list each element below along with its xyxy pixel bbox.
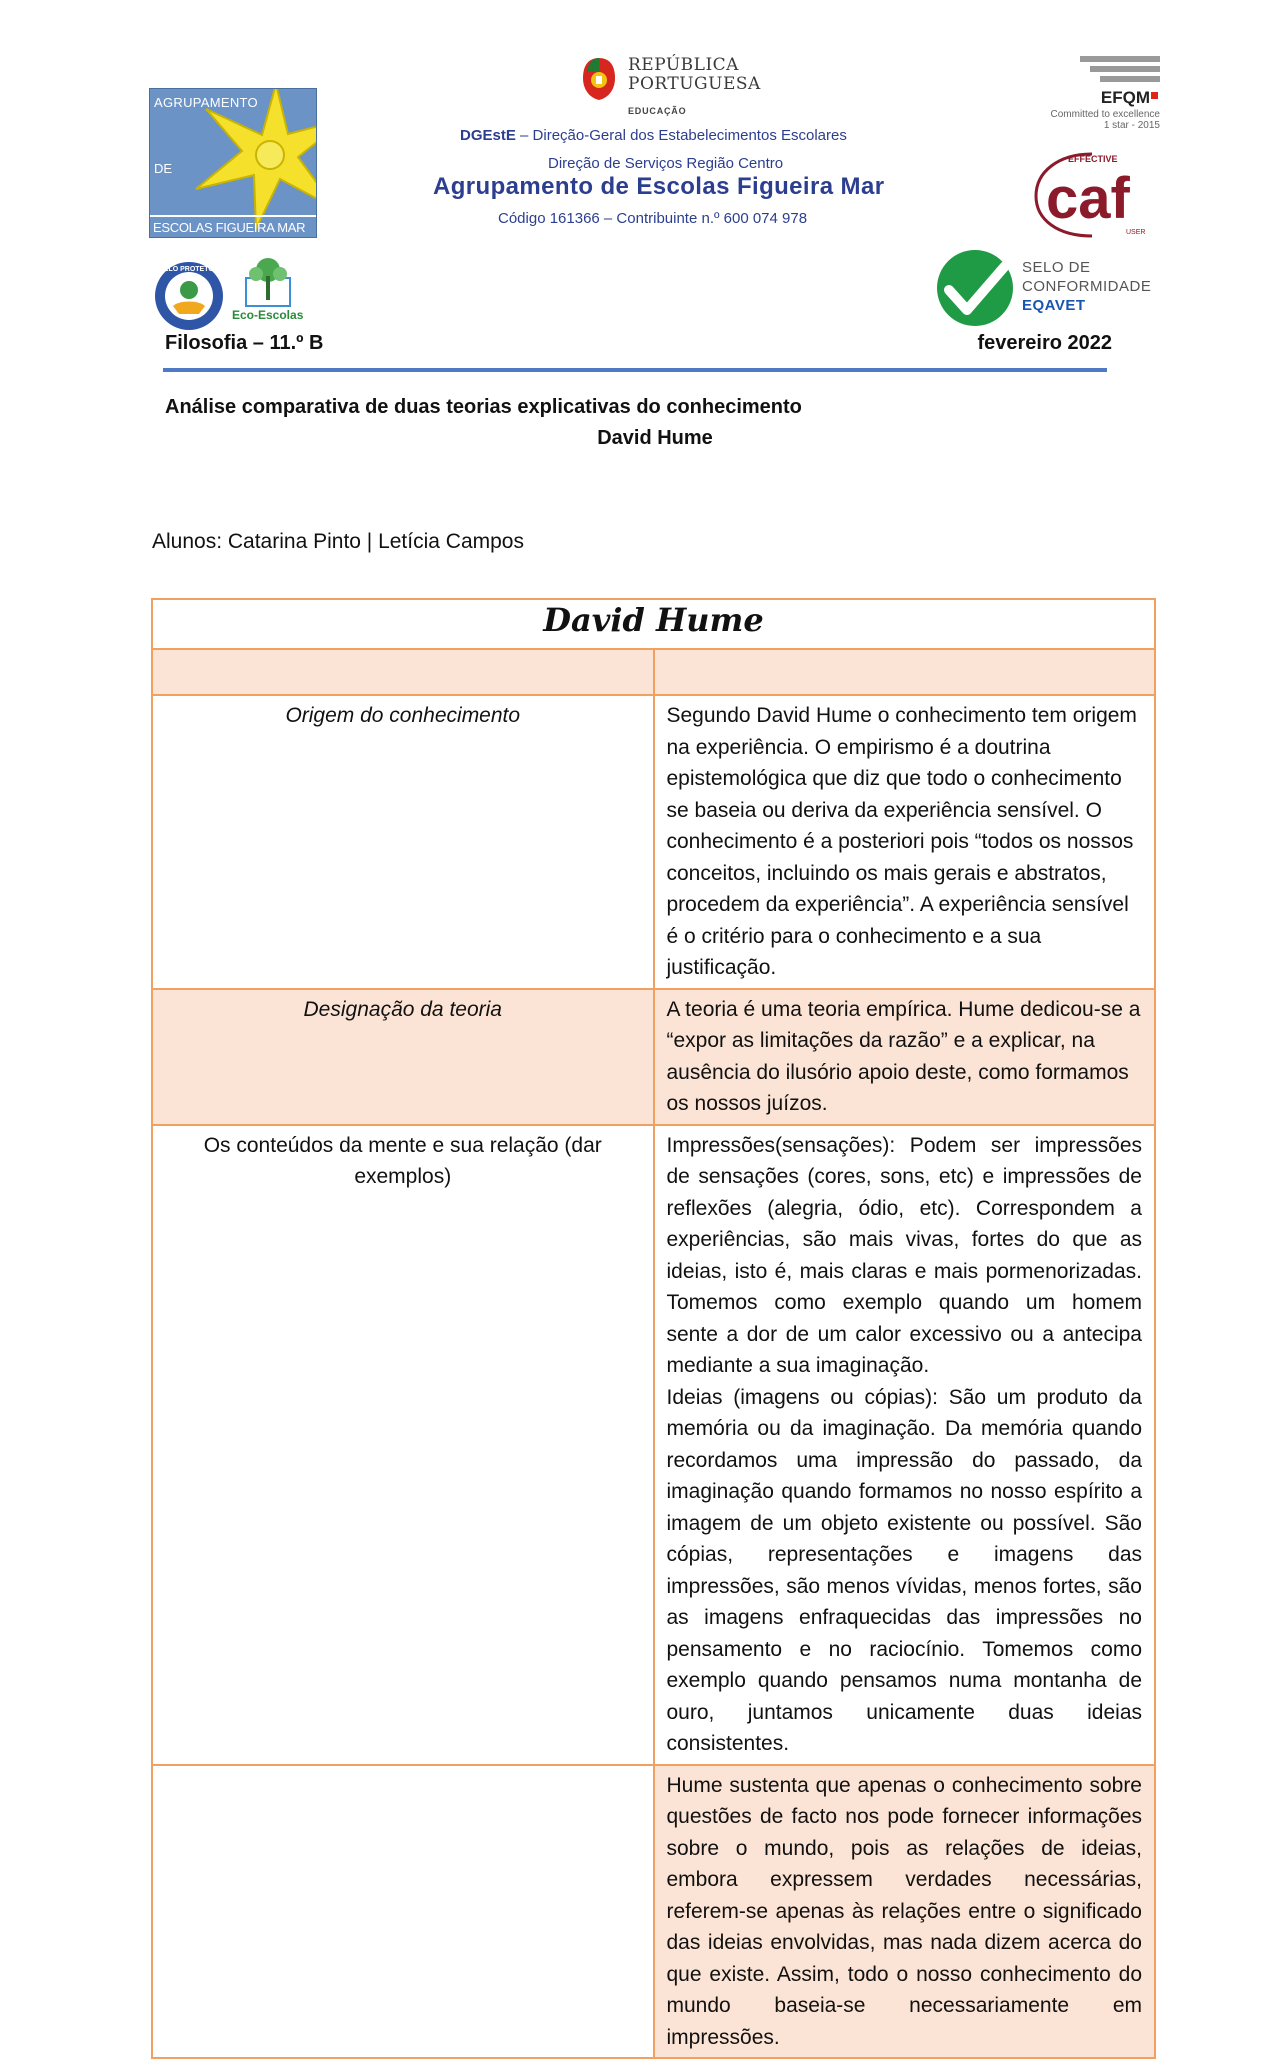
direcao-line: Direção de Serviços Região Centro [548, 155, 784, 172]
empty-body-cell [654, 649, 1156, 695]
republica-line2: PORTUGUESA [628, 74, 761, 94]
eco-escolas-label: Eco-Escolas [232, 308, 304, 322]
caf-bottom-text: USER [1126, 229, 1146, 236]
dgeste-abbr: DGEstE [460, 127, 516, 144]
header-divider [163, 368, 1107, 372]
codigo-line: Código 161366 – Contribuinte n.º 600 074 978 [498, 210, 808, 227]
school-logo [149, 88, 317, 238]
table-title: David Hume [152, 599, 1155, 649]
efqm-name: EFQM [1100, 88, 1150, 107]
republica-educacao: EDUCAÇÃO [628, 106, 687, 116]
table-empty-row [152, 649, 1155, 695]
author-title: David Hume [597, 427, 713, 449]
empty-label-cell [152, 649, 654, 695]
row-text-origem: Segundo David Hume o conhecimento tem origem na experiência. O empirismo é a doutrina epistemológica que diz que todo o conhecimento se baseia ou deriva da experiência sensível. O conhecimento é a posteriori pois “todos os nossos conceitos, incluindo os mais gerais e abstratos, procedem da experiência”. A experiência sensível é o critério para o conhecimento e a sua justificação. [654, 695, 1156, 989]
logo-band [150, 215, 316, 217]
dgeste-line [460, 127, 847, 144]
table-title-row [152, 599, 1155, 649]
row-text-conclusao: Hume sustenta que apenas o conhecimento sobre questões de facto nos pode fornecer informações sobre o mundo, pois as relações de ideias, embora expressem verdades necessárias, referem-se apenas às relações entre o significado das ideias envolvidas, mas nada dizem acerca do que existe. Assim, todo o nosso conhecimento do mundo baseia-se necessariamente em impressões. [654, 1765, 1156, 2059]
logo-text-escolas: ESCOLAS FIGUEIRA MAR [153, 220, 306, 235]
eqavet-line2: CONFORMIDADE [1022, 278, 1152, 295]
row-text-designacao: A teoria é uma teoria empírica. Hume dedicou-se a “expor as limitações da razão” e a explicar, na ausência do ilusório apoio deste, como formamos os nossos juízos. [654, 989, 1156, 1125]
impressoes-paragraph: Impressões(sensações): Podem ser impressões de sensações (cores, sons, etc) e impressões de reflexões (alegria, ódio, etc). Correspondem a experiências, são mais vivas, fortes do que as ideias, isto é, mais claras e mais pormenorizadas. Tomemos como exemplo quando um homem sente a dor de um calor excessivo ou a antecipa mediante a sua imaginação. [666, 1133, 1142, 1377]
row-label-empty [152, 1765, 654, 2059]
dgeste-rest: – Direção-Geral dos Estabelecimentos Escolares [515, 127, 847, 144]
ideias-paragraph: Ideias (imagens ou cópias): São um produto da memória ou da imaginação. Da memória quando recordamos uma impressão do passado, da imaginação quando formamos no nosso espírito a imagem de um objeto existente ou possível. São cópias, representações e imagens das impressões, são menos vívidas, menos fortes, são as imagens enfraquecidas das impressões no pensamento e no raciocínio. Tomemos como exemplo quando pensamos numa montanha de ouro, juntamos unicamente duas ideias consistentes. [666, 1385, 1142, 1755]
eqavet-check-icon [935, 248, 1015, 328]
analysis-title: Análise comparativa de duas teorias explicativas do conhecimento [165, 396, 802, 418]
row-label-origem: Origem do conhecimento [152, 695, 654, 989]
date-label: fevereiro 2022 [977, 332, 1112, 354]
table-row [152, 1125, 1155, 1765]
republica-line1: REPÚBLICA [628, 55, 739, 75]
eqavet-line3: EQAVET [1022, 297, 1086, 314]
row-label-conteudos: Os conteúdos da mente e sua relação (dar exemplos) [152, 1125, 654, 1765]
efqm-line2: 1 star - 2015 [1103, 120, 1160, 131]
selo-protetor-text: SELO PROTETOR [159, 266, 219, 273]
efqm-square-icon [1151, 92, 1158, 99]
eco-escolas-icon [240, 256, 296, 308]
table-row [152, 695, 1155, 989]
republica-title [628, 56, 761, 94]
row-text-conteudos [654, 1125, 1156, 1765]
hume-table [151, 598, 1156, 2059]
caf-name-text: caf [1046, 166, 1130, 231]
logo-text-agrupamento: AGRUPAMENTO [154, 95, 258, 110]
efqm-line1: Committed to excellence [1050, 109, 1160, 120]
portugal-crest-icon [580, 56, 618, 102]
logo-text-de: DE [154, 161, 173, 176]
efqm-logo [1030, 56, 1160, 134]
eqavet-line1: SELO DE [1022, 259, 1091, 276]
caf-logo [1032, 150, 1154, 240]
table-row [152, 989, 1155, 1125]
subject-label: Filosofia – 11.º B [165, 332, 324, 354]
selo-protetor-icon [153, 260, 225, 332]
row-label-designacao: Designação da teoria [152, 989, 654, 1125]
agrupamento-name: Agrupamento de Escolas Figueira Mar [433, 173, 885, 200]
caf-top-text: EFFECTIVE [1068, 154, 1118, 164]
table-row [152, 1765, 1155, 2059]
students-line: Alunos: Catarina Pinto | Letícia Campos [152, 530, 524, 553]
